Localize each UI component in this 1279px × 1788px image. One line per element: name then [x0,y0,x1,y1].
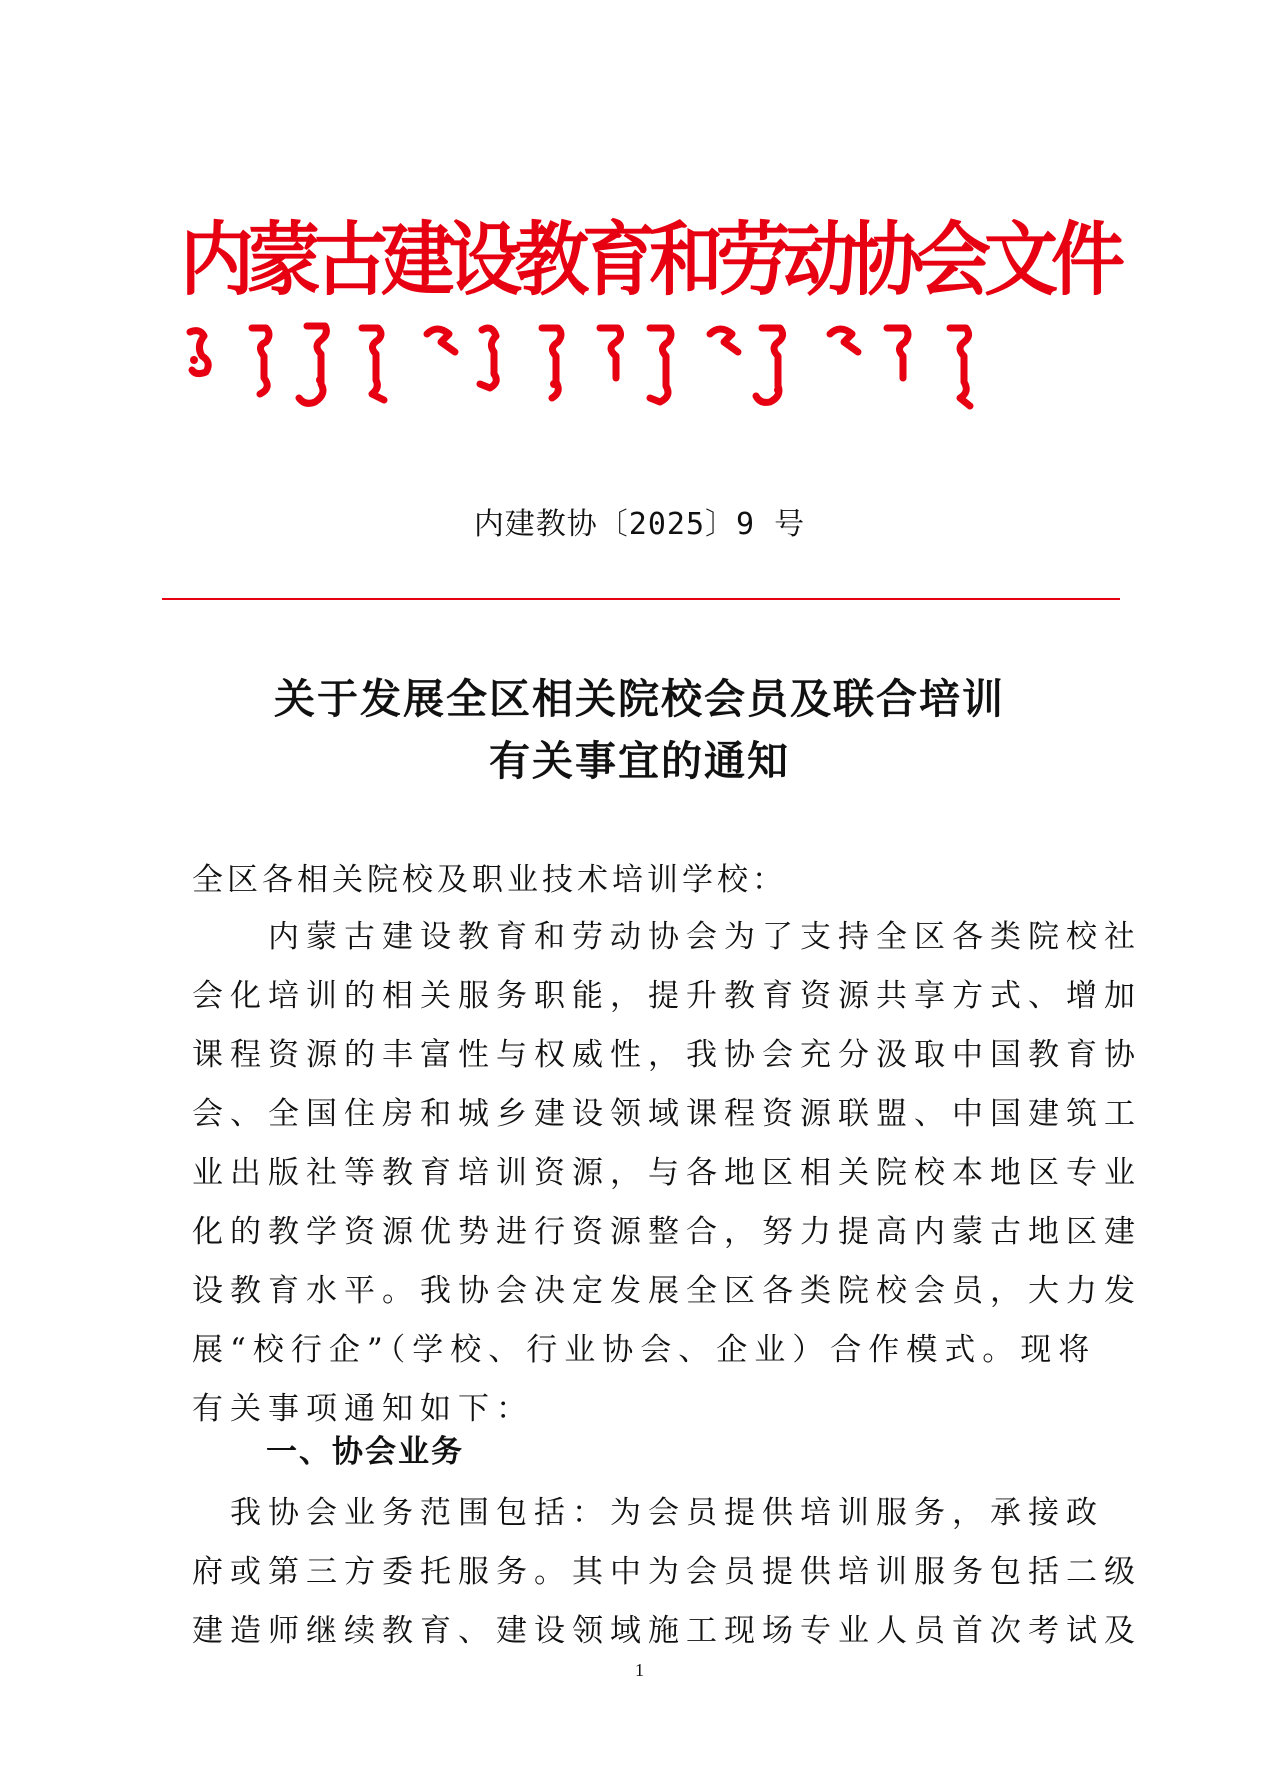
document-title-line-2: 有关事宜的通知 [489,737,790,785]
paragraph-line: 会、全国住房和城乡建设领域课程资源联盟、中国建筑工 [192,1096,1142,1132]
paragraph-line: 内蒙古建设教育和劳动协会为了支持全区各类院校社 [192,919,1142,955]
paragraph-1 [192,908,1142,1439]
paragraph-line: 展“校行企”（学校、行业协会、企业）合作模式。现将 [192,1332,1097,1368]
red-divider-line [162,598,1120,600]
document-title-line-1: 关于发展全区相关院校会员及联合培训 [274,675,1005,723]
paragraph-line: 会化培训的相关服务职能，提升教育资源共享方式、增加 [192,978,1142,1014]
paragraph-line: 课程资源的丰富性与权威性，我协会充分汲取中国教育协 [192,1037,1142,1073]
paragraph-line: 建造师继续教育、建设领域施工现场专业人员首次考试及 [192,1613,1142,1649]
section-heading-1: 一、协会业务 [266,1434,464,1470]
salutation: 全区各相关院校及职业技术培训学校： [192,862,787,898]
paragraph-line: 有关事项通知如下： [192,1391,534,1427]
mongolian-script-title-icon [182,320,1102,430]
paragraph-2 [192,1484,1142,1661]
paragraph-line: 业出版社等教育培训资源，与各地区相关院校本地区专业 [192,1155,1142,1191]
paragraph-line: 设教育水平。我协会决定发展全区各类院校会员，大力发 [192,1273,1142,1309]
page-number: 1 [635,1660,644,1680]
paragraph-line: 府或第三方委托服务。其中为会员提供培训服务包括二级 [192,1554,1142,1590]
paragraph-line: 我协会业务范围包括：为会员提供培训服务，承接政 [192,1495,1104,1531]
paragraph-line: 化的教学资源优势进行资源整合，努力提高内蒙古地区建 [192,1214,1142,1250]
document-title [0,668,1279,792]
org-header-title: 内蒙古建设教育和劳动协会文件 [180,214,1118,308]
document-number: 内建教协〔2025〕9 号 [473,507,806,542]
